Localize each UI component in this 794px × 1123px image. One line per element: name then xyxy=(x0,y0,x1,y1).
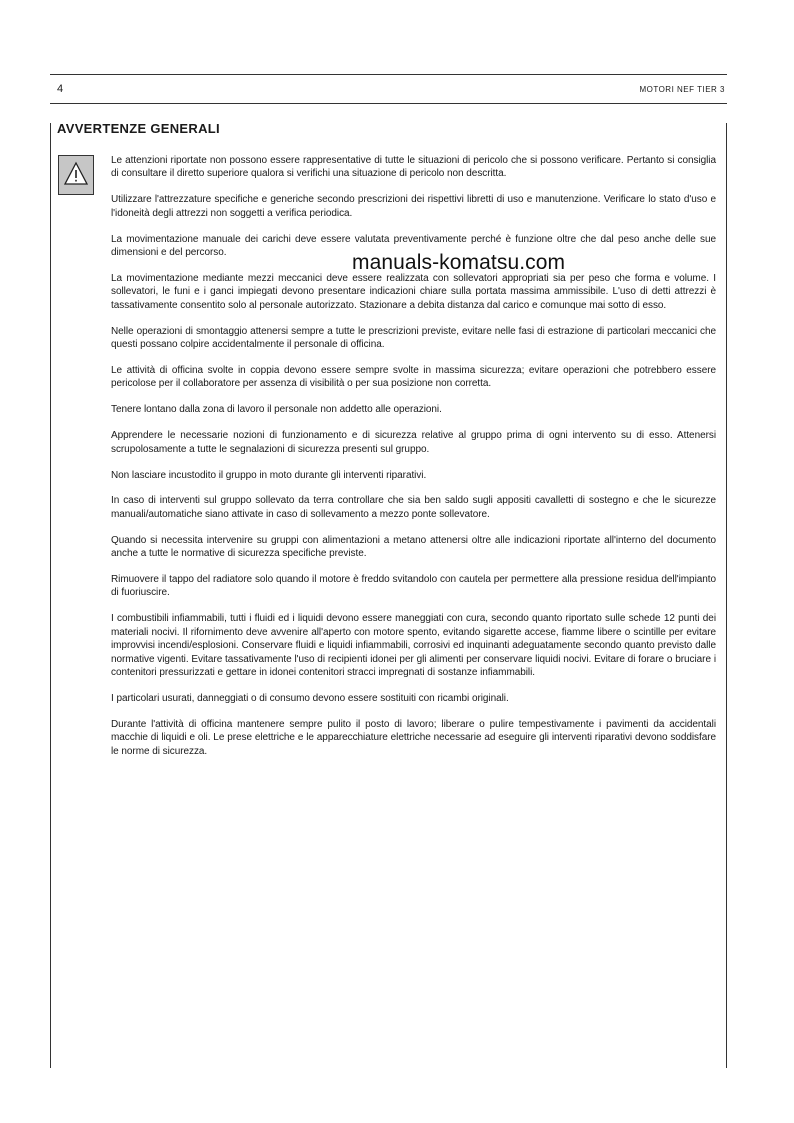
warnings-body xyxy=(111,154,716,771)
paragraph: La movimentazione manuale dei carichi deve essere valutata preventivamente perché è funzione oltre che dal peso anche delle sue dimensioni e del percorso. xyxy=(111,233,716,259)
left-margin-rule xyxy=(50,123,51,1068)
paragraph: Quando si necessita intervenire su gruppi con alimentazioni a metano attenersi oltre alle indicazioni riportate all'interno del documento anche a tutte le normative di sicurezza specifiche previste. xyxy=(111,534,716,560)
paragraph: Durante l'attività di officina mantenere sempre pulito il posto di lavoro; liberare o pulire tempestivamente i pavimenti da accidentali macchie di liquidi e oli. Le prese elettriche e le apparecchiature elettriche necessarie ad eseguire gli interventi riparativi devono soddisfare le norme di sicurezza. xyxy=(111,718,716,757)
paragraph: Tenere lontano dalla zona di lavoro il personale non addetto alle operazioni. xyxy=(111,404,442,416)
paragraph: Nelle operazioni di smontaggio attenersi sempre a tutte le prescrizioni previste, evitare nelle fasi di estrazione di particolari meccanici che questi possano colpire accidentalmente il personale di officina. xyxy=(111,325,716,351)
warning-symbol-box xyxy=(58,155,94,195)
right-margin-rule xyxy=(726,123,727,1068)
header-bottom-rule xyxy=(50,103,727,104)
warning-triangle-icon xyxy=(63,161,89,187)
header-top-rule xyxy=(50,74,727,75)
paragraph: Rimuovere il tappo del radiatore solo quando il motore è freddo svitandolo con cautela per permettere alla pressione residua dell'impianto di fuoriuscire. xyxy=(111,574,716,599)
paragraph: Non lasciare incustodito il gruppo in moto durante gli interventi riparativi. xyxy=(111,469,427,481)
paragraph: Le attività di officina svolte in coppia devono essere sempre svolte in massima sicurezza; evitare operazioni che potrebbero essere pericolose per il collaboratore per assenza di visibilità o per sua posizione non corretta. xyxy=(111,364,716,390)
paragraph: In caso di interventi sul gruppo sollevato da terra controllare che sia ben saldo sugli appositi cavalletti di sostegno e che le sicurezze manuali/automatiche siano attivate in caso di sollevamento a mezzo ponte sollevatore. xyxy=(111,495,716,520)
paragraph: Utilizzare l'attrezzature specifiche e generiche secondo prescrizioni dei rispettivi libretti di uso e manutenzione. Verificare lo stato d'uso e l'idoneità degli attrezzi non soggetti a verifica periodica. xyxy=(111,194,716,219)
page-number: 4 xyxy=(57,83,64,95)
paragraph: Apprendere le necessarie nozioni di funzionamento e di sicurezza relative al gruppo prima di ogni intervento su di esso. Attenersi scrupolosamente a tutte le segnalazioni di sicurezza presenti sul gruppo. xyxy=(111,430,716,455)
paragraph: Le attenzioni riportate non possono essere rappresentative di tutte le situazioni di pericolo che si possono verificare. Pertanto si consiglia di consultare il diretto superiore qualora si verifichi una situazione di pericolo non descritta. xyxy=(111,155,716,180)
paragraph: I combustibili infiammabili, tutti i fluidi ed i liquidi devono essere maneggiati con cura, secondo quanto riportato sulle schede 12 punti dei materiali nocivi. Il rifornimento deve avvenire all'aperto con motore spento, evitando sigarette accese, fiamme libere o scintille per evitare improvvisi incendi/esplosioni. Conservare fluidi e liquidi infiammabili, corrosivi ed inquinanti adeguatamente secondo quanto previsto dalle normative vigenti. Evitare tassativamente l'uso di recipienti idonei per gli alimenti per conservare liquidi nocivi. Evitare di forare o bruciare i contenitori pressurizzati e gettare in idonei contenitori stracci impregnati di sostanze infiammabili. xyxy=(111,613,716,678)
paragraph: La movimentazione mediante mezzi meccanici deve essere realizzata con sollevatori appropriati sia per peso che forma e volume. I sollevatori, le funi e i ganci impiegati devono presentare indicazioni chiare sulla portata massima ammissibile. L'uso di detti attrezzi è tassativamente consentito solo al personale autorizzato. Stazionare a debita distanza dal carico e comunque mai sotto di esso. xyxy=(111,272,716,311)
section-title: AVVERTENZE GENERALI xyxy=(57,121,220,136)
running-title: MOTORI NEF TIER 3 xyxy=(639,85,725,94)
paragraph: I particolari usurati, danneggiati o di consumo devono essere sostituiti con ricambi originali. xyxy=(111,692,509,704)
watermark-text: manuals-komatsu.com xyxy=(352,251,566,274)
